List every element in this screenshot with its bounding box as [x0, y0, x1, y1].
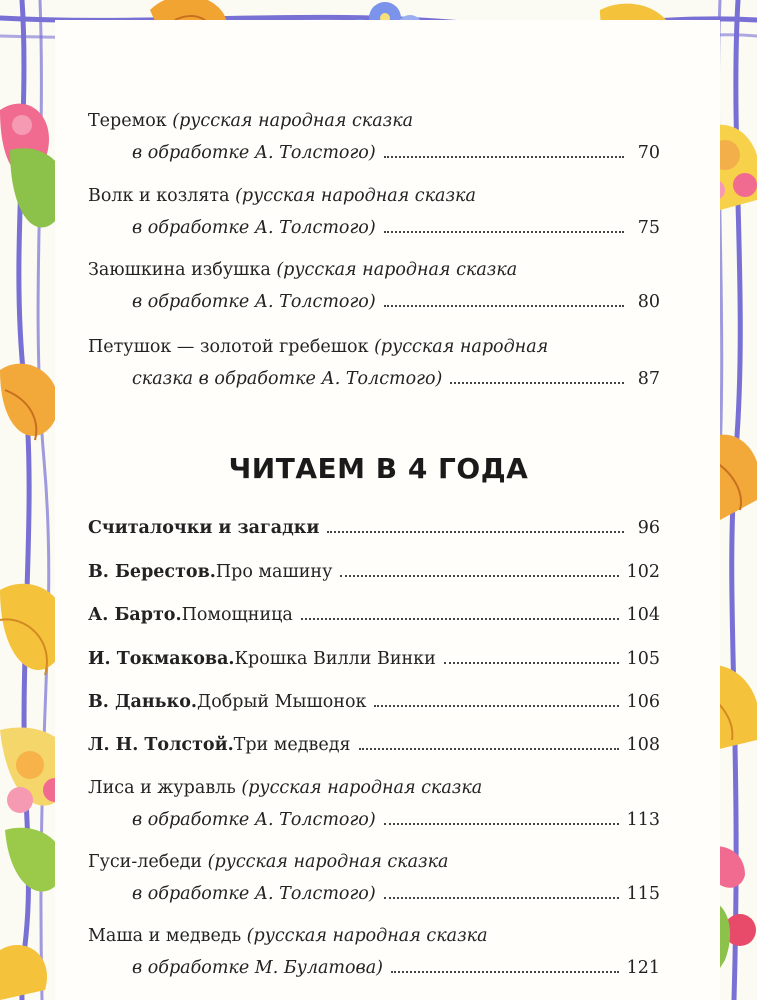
- leader-dots: [444, 661, 619, 664]
- entry-title: Теремок: [88, 111, 173, 131]
- entry-title: Помощница: [181, 605, 293, 625]
- leader-dots: [391, 970, 619, 973]
- toc-entry[interactable]: [88, 734, 660, 756]
- entry-title: Гуси-лебеди: [88, 852, 208, 872]
- page-number: 113: [626, 810, 660, 830]
- entry-subtitle-cont: в обработке М. Булатова): [132, 958, 383, 978]
- entry-subtitle: (русская народная сказка: [241, 778, 483, 798]
- leader-dots: [359, 747, 619, 750]
- toc-entry[interactable]: [88, 561, 660, 583]
- entry-title: Маша и медведь: [88, 926, 247, 946]
- toc-entry[interactable]: [88, 648, 660, 670]
- entry-title: Петушок — золотой гребешок: [88, 337, 375, 357]
- leader-dots: [327, 530, 624, 533]
- toc-entry[interactable]: [88, 259, 660, 313]
- toc-entry[interactable]: [88, 777, 660, 831]
- entry-subtitle: (русская народная сказка: [276, 260, 518, 280]
- page-number: 115: [626, 884, 660, 904]
- section-title: ЧИТАЕМ В 4 ГОДА: [228, 452, 529, 485]
- entry-title: Добрый Мышонок: [196, 692, 367, 712]
- entry-author: Считалочки и загадки: [88, 518, 320, 538]
- entry-subtitle: (русская народная сказка: [207, 852, 449, 872]
- page-number: 105: [626, 649, 660, 669]
- entry-author: В. Данько.: [88, 692, 197, 712]
- leader-dots: [374, 704, 618, 707]
- entry-subtitle-cont: в обработке А. Толстого): [132, 292, 376, 312]
- leader-dots: [384, 822, 619, 825]
- toc-entry[interactable]: [88, 851, 660, 905]
- entry-title: Заюшкина избушка: [88, 260, 277, 280]
- entry-subtitle-cont: в обработке А. Толстого): [132, 810, 376, 830]
- leader-dots: [384, 896, 619, 899]
- entry-subtitle: (русская народная сказка: [235, 186, 476, 206]
- page-number: 106: [626, 692, 660, 712]
- toc-entry[interactable]: [88, 925, 660, 979]
- entry-subtitle: (русская народная сказка: [246, 926, 488, 946]
- entry-author: А. Барто.: [88, 605, 182, 625]
- toc-entry[interactable]: [88, 604, 660, 626]
- leader-dots: [301, 617, 619, 620]
- entry-subtitle-cont: в обработке А. Толстого): [132, 218, 376, 238]
- toc-entry[interactable]: [88, 336, 660, 390]
- page-number: 121: [626, 958, 660, 978]
- page-number: 75: [637, 218, 660, 238]
- toc-entry[interactable]: [88, 185, 660, 239]
- entry-author: В. Берестов.: [88, 562, 216, 582]
- leader-dots: [450, 381, 624, 384]
- entry-subtitle: (русская народная: [374, 337, 549, 357]
- entry-title: Три медведя: [233, 735, 351, 755]
- page-number: 102: [626, 562, 660, 582]
- page-number: 96: [637, 518, 660, 538]
- entry-subtitle-cont: сказка в обработке А. Толстого): [132, 369, 443, 389]
- entry-title: Лиса и журавль: [88, 778, 242, 798]
- page-number: 87: [637, 369, 660, 389]
- leader-dots: [384, 155, 624, 158]
- page-number: 104: [626, 605, 660, 625]
- entry-title: Крошка Вилли Винки: [234, 649, 436, 669]
- entry-author: Л. Н. Толстой.: [88, 735, 234, 755]
- entry-author: И. Токмакова.: [88, 649, 235, 669]
- toc-entry[interactable]: [88, 110, 660, 164]
- leader-dots: [384, 304, 624, 307]
- leader-dots: [384, 230, 624, 233]
- entry-subtitle: (русская народная сказка: [172, 111, 414, 131]
- entry-title: Про машину: [215, 562, 333, 582]
- toc-entry[interactable]: [88, 517, 660, 539]
- entry-subtitle-cont: в обработке А. Толстого): [132, 143, 376, 163]
- page-number: 108: [626, 735, 660, 755]
- entry-subtitle-cont: в обработке А. Толстого): [132, 884, 376, 904]
- page-number: 70: [637, 143, 660, 163]
- toc-entry[interactable]: [88, 691, 660, 713]
- page-number: 80: [637, 292, 660, 312]
- entry-title: Волк и козлята: [88, 186, 236, 206]
- leader-dots: [340, 574, 618, 577]
